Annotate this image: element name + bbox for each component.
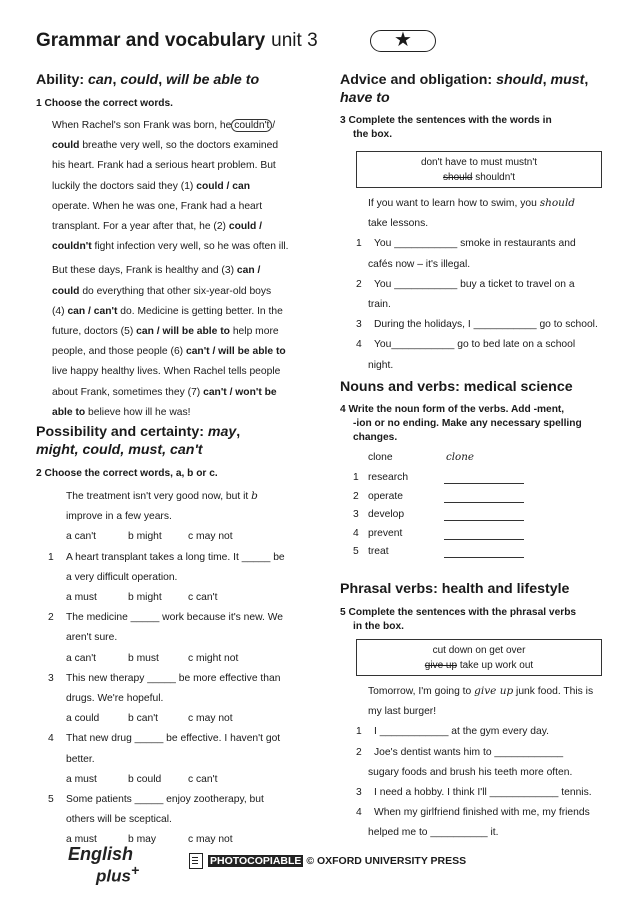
- phrasal-item: 2 Joe's dentist wants him to ____________ sugary foods and brush his teeth more often.: [356, 746, 573, 778]
- noun-item-number: 3: [353, 509, 359, 520]
- noun-answer-blank[interactable]: [444, 483, 524, 484]
- advice-section: Advice and obligation: should, must, have to 3 Complete the sentences with the words in the box.: [340, 71, 602, 142]
- noun-example-verb: clone: [368, 452, 393, 463]
- ability-section: [36, 71, 306, 423]
- photocopy-icon: [189, 853, 203, 869]
- possibility-item: 4 That new drug _____ be effective. I haven't got better. a must b could c can't: [48, 733, 281, 785]
- noun-item-number: 2: [353, 490, 359, 502]
- possibility-heading: Possibility and certainty: may,: [36, 424, 241, 440]
- phrasal-item: 3 I need a hobby. I think I'll ____________ tennis.: [356, 787, 592, 799]
- noun-example-answer: clone: [446, 451, 474, 463]
- phrasal-instruction: 5 Complete the sentences with the phrasal verbs in the box.: [340, 607, 577, 632]
- nouns-instruction: 4 Write the noun form of the verbs. Add -ment, -ion or no ending. Make any necessary spelling changes.: [340, 404, 582, 443]
- noun-item-number: 1: [353, 472, 359, 483]
- possibility-item: 5 Some patients _____ enjoy zootherapy, but others will be sceptical. a must b may c may not: [48, 794, 264, 846]
- noun-item-verb: operate: [368, 490, 403, 502]
- title-bold: Grammar and vocabulary: [36, 30, 266, 51]
- advice-heading: Advice and obligation: should, must,: [340, 72, 589, 88]
- ability-paragraph-1: When Rachel's son Frank was born, he couldn't / could breathe very well, so the doctors examined his heart. Frank had a serious heart problem. But luckily the doctors said they (1) could / can operate. When he was one, Frank had a heart transplant. For a year after that, he (2) could / couldn't fight infection very well, so he was often ill.: [52, 120, 289, 253]
- phrasal-exercise: Tomorrow, I'm going to give up junk food. This is my last burger! 1 I ____________ at the gym every day. 2 Joe's dentist wants him to ____________ sugary foods and brush his teeth more often. 3 I need a hobby. I think I'll ____________ tennis. 4 When my girlfriend finished with me, my friends helped me to __________ it.: [356, 681, 612, 844]
- possibility-instruction: 2 Choose the correct words, a, b or c.: [36, 468, 218, 479]
- noun-item-verb: research: [368, 472, 409, 483]
- ability-instruction: 1 Choose the correct words.: [36, 98, 173, 109]
- circled-answer: couldn't: [231, 119, 272, 132]
- copyright-notice: PHOTOCOPIABLE © OXFORD UNIVERSITY PRESS: [210, 855, 467, 867]
- possibility-items: [48, 548, 306, 851]
- phrasal-item: 1 I ____________ at the gym every day.: [356, 726, 549, 738]
- possibility-item: 1 A heart transplant takes a long time. It _____ be a very difficult operation. a must b might c can't: [48, 551, 285, 604]
- noun-item-number: 5: [353, 546, 359, 557]
- nouns-section: [340, 378, 602, 445]
- noun-answer-blank[interactable]: [444, 539, 524, 540]
- noun-answer-blank[interactable]: [444, 520, 524, 521]
- phrasal-heading: Phrasal verbs: health and lifestyle: [340, 581, 570, 597]
- phrasal-section: [340, 580, 602, 634]
- phrasal-item: 4 When my girlfriend finished with me, my friends helped me to __________ it.: [356, 807, 590, 839]
- possibility-example: The treatment isn't very good now, but it b improve in a few years. a can't b might c may not: [66, 490, 258, 543]
- noun-answer-blank[interactable]: [444, 502, 524, 503]
- noun-answer-blank[interactable]: [444, 557, 524, 558]
- level-badge: [370, 30, 436, 52]
- star-icon: ★: [394, 29, 412, 51]
- ability-heading: Ability: can, could, will be able to: [36, 72, 260, 88]
- advice-instruction: 3 Complete the sentences with the words in the box.: [340, 115, 552, 140]
- noun-item-number: 4: [353, 527, 359, 539]
- title-unit: unit 3: [271, 30, 318, 51]
- page-title: [36, 30, 318, 52]
- noun-item-verb: prevent: [368, 527, 403, 539]
- english-plus-logo: English plus+: [68, 844, 140, 886]
- advice-word-box: don't have to must mustn't should shouldn't: [356, 151, 602, 188]
- advice-item: 1 You ___________ smoke in restaurants and cafés now – it's illegal.: [356, 238, 576, 270]
- noun-item-verb: treat: [368, 546, 389, 557]
- noun-item-verb: develop: [368, 509, 405, 520]
- phrasal-word-box: cut down on get over give up take up work out: [356, 639, 602, 676]
- possibility-item: 3 This new therapy _____ be more effective than drugs. We're hopeful. a could b can't c may not: [48, 672, 281, 725]
- advice-item: 3 During the holidays, I ___________ go to school.: [356, 319, 598, 331]
- photocopiable-label: PHOTOCOPIABLE: [210, 855, 302, 867]
- possibility-section: Possibility and certainty: may, might, could, must, can't 2 Choose the correct words, a, b or c. The treatment isn't very good now, but it b improve in a few years. a can't b might c may not 1 A heart transplant takes a long time. It _____ be a very difficult operation. a must b might c can't 2 The medicine _____ work because it's new. We aren't sure. a can't b must c might not 3 This new therapy _____ be more effective than drugs. We're hopeful. a could b can't c may not 4 That new drug _____ be effective. I haven't got better. a must b could c can't 5 Some patients _____ enjoy zootherapy, but others will be sceptical. a must b may c may not: [36, 423, 306, 851]
- nouns-heading: Nouns and verbs: medical science: [340, 379, 573, 395]
- advice-item: 2 You ___________ buy a ticket to travel on a train.: [356, 278, 575, 311]
- advice-exercise: If you want to learn how to swim, you should take lessons. 1 You ___________ smoke in restaurants and cafés now – it's illegal. 2 You ___________ buy a ticket to travel on a train. 3 During the holidays, I ___________ go to school. 4 You___________ go to bed late on a school night.: [356, 193, 606, 376]
- ability-paragraph-2: But these days, Frank is healthy and (3) can / could do everything that other six-year-old boys (4) can / can't do. Medicine is getting better. In the future, doctors (5) can / will be able to help more people, and those people (6) can't / will be able to live happy healthy lives. When Rachel tells people about Frank, sometimes they (7) can't / won't be able to believe how ill he was!: [52, 265, 286, 418]
- possibility-item: 2 The medicine _____ work because it's new. We aren't sure. a can't b must c might not: [48, 612, 283, 664]
- advice-item: 4 You___________ go to bed late on a school night.: [356, 339, 576, 371]
